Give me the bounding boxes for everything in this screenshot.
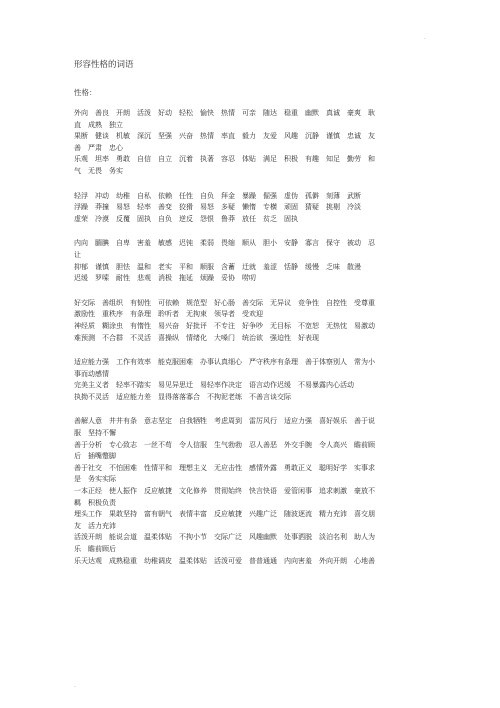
text-line: 激励性 重秩序 有条理 聆听者 无拘束 领导者 受欢迎 — [74, 310, 263, 319]
text-line: 神经质 糊涂虫 有惰性 易兴奋 好批评 不专注 好争吵 无目标 不宽恕 无热忱 易激动 — [74, 321, 375, 330]
text-line: 难预测 不合群 不灵活 喜操纵 情绪化 大嗓门 统治欲 强迫性 好表现 — [74, 333, 319, 342]
text-line: 友 活力充沛 — [74, 521, 116, 530]
text-line: 服 坚持不懈 — [74, 429, 116, 438]
page-title: 形容性格的词语 — [74, 60, 134, 70]
text-line: 迟缓 罗嗦 耐性 悲观 消极 拖延 烦躁 妥协 唠叨 — [74, 274, 256, 283]
text-line: 乐观 坦率 勇敢 自信 自立 沉着 执著 容忍 体贴 满足 积极 有趣 知足 勤劳 和 — [74, 155, 375, 164]
text-line: 善于社交 不怕困难 性情平和 理想主义 无应击性 感情外露 勇敢正义 聪明好学 实事求 — [74, 463, 375, 472]
word-group — [74, 416, 424, 567]
text-line: 是 务实实际 — [74, 475, 116, 484]
text-line: 乐天达观 成熟稳重 幼稚调皮 温柔体贴 活泼可爱 普普通通 内向害羞 外向开朗 心地善 — [74, 556, 375, 565]
text-line: 虚荣 冷漠 反覆 固执 自负 逆反 怨恨 鲁莽 放任 贫乏 固执 — [74, 214, 298, 223]
text-line: 羁 积极负责 — [74, 498, 116, 507]
text-line: 果断 健谈 机敏 深沉 坚强 兴奋 热情 率直 毅力 友爱 风趣 沉静 谨慎 忠诚 友 — [74, 132, 375, 141]
text-line: 乐 瞻前顾后 — [74, 545, 116, 553]
text-line: 善 严肃 忠心 — [74, 143, 123, 152]
word-group — [74, 191, 424, 226]
word-group — [74, 238, 424, 284]
text-line: 执拗不灵活 适应能力差 显得落落寡合 不拘泥老练 不善言谈交际 — [74, 392, 291, 401]
top-page-mark: . — [424, 34, 426, 41]
text-line: 适应能力强 工作有效率 能克服困难 办事认真细心 严守秩序有条理 善于体察别人 常为小 — [74, 358, 375, 367]
word-list-sections — [74, 108, 424, 580]
text-line: 埋头工作 果敢坚持 富有朝气 表情丰富 反应敏捷 兴趣广泛 随波逐流 精力充沛 喜交朋 — [74, 510, 375, 519]
text-line: 事而动感情 — [74, 369, 109, 378]
text-line: 后 插嘴蹩脚 — [74, 452, 116, 461]
word-group — [74, 357, 424, 403]
text-line: 善于分析 专心致志 一丝不苟 令人信服 生气勃勃 忍人善恶 外交手腕 令人高兴 瞻前顾 — [74, 440, 375, 449]
text-line: 好交际 善组织 有韧性 可依赖 规范型 好心肠 善交际 无异议 竞争性 自控性 受尊重 — [74, 298, 375, 307]
text-line: 轻浮 冲动 幼稚 自私 依赖 任性 自负 拜金 暴躁 倔强 虚伪 孤僻 刻薄 武断 — [74, 191, 361, 200]
bottom-page-mark: . — [74, 682, 76, 689]
section-subtitle: 性格： — [74, 88, 97, 97]
text-line: 气 无畏 务实 — [74, 166, 123, 175]
text-line: 外向 善良 开朗 活泼 好动 轻松 愉快 热情 可亲 随达 稳重 幽默 真诚 豪爽 耿 — [74, 109, 375, 117]
text-line: 直 成熟 独立 — [74, 120, 123, 129]
text-line: 浮躁 莽撞 易怒 轻率 善变 狡猾 易怒 多疑 懒惰 专横 顽固 猜疑 挑剔 冷淡 — [74, 203, 361, 212]
text-line: 善解人意 井井有条 意志坚定 自我牺牲 考虑周到 雷厉风行 适应力强 喜好娱乐 善于说 — [74, 417, 375, 426]
text-line: 一本正经 使人振作 反应敏捷 文化修养 贯彻始终 快言快语 爱管闲事 追求刺激 豪放不 — [74, 487, 375, 496]
text-line: 内向 腼腆 自卑 害羞 敏感 迟钝 柔弱 畏缩 顺从 胆小 安静 寡言 保守 被动 忍 — [74, 239, 375, 248]
text-line: 让 — [74, 250, 81, 259]
word-group — [74, 298, 424, 344]
word-group — [74, 108, 424, 178]
text-line: 完美主义者 轻率不踏实 易见异思迁 易轻率作决定 语言动作迟缓 不易暴露内心活动 — [74, 381, 354, 390]
text-line: 活泼开朗 能说会道 温柔体贴 不拘小节 交际广泛 风趣幽默 处事洒脱 淡泊名利 助人为 — [74, 533, 375, 542]
text-line: 抑郁 谨慎 胆怯 温和 老实 平和 顺服 含蓄 迁就 羞涩 恬静 缓慢 乏味 散漫 — [74, 262, 361, 271]
